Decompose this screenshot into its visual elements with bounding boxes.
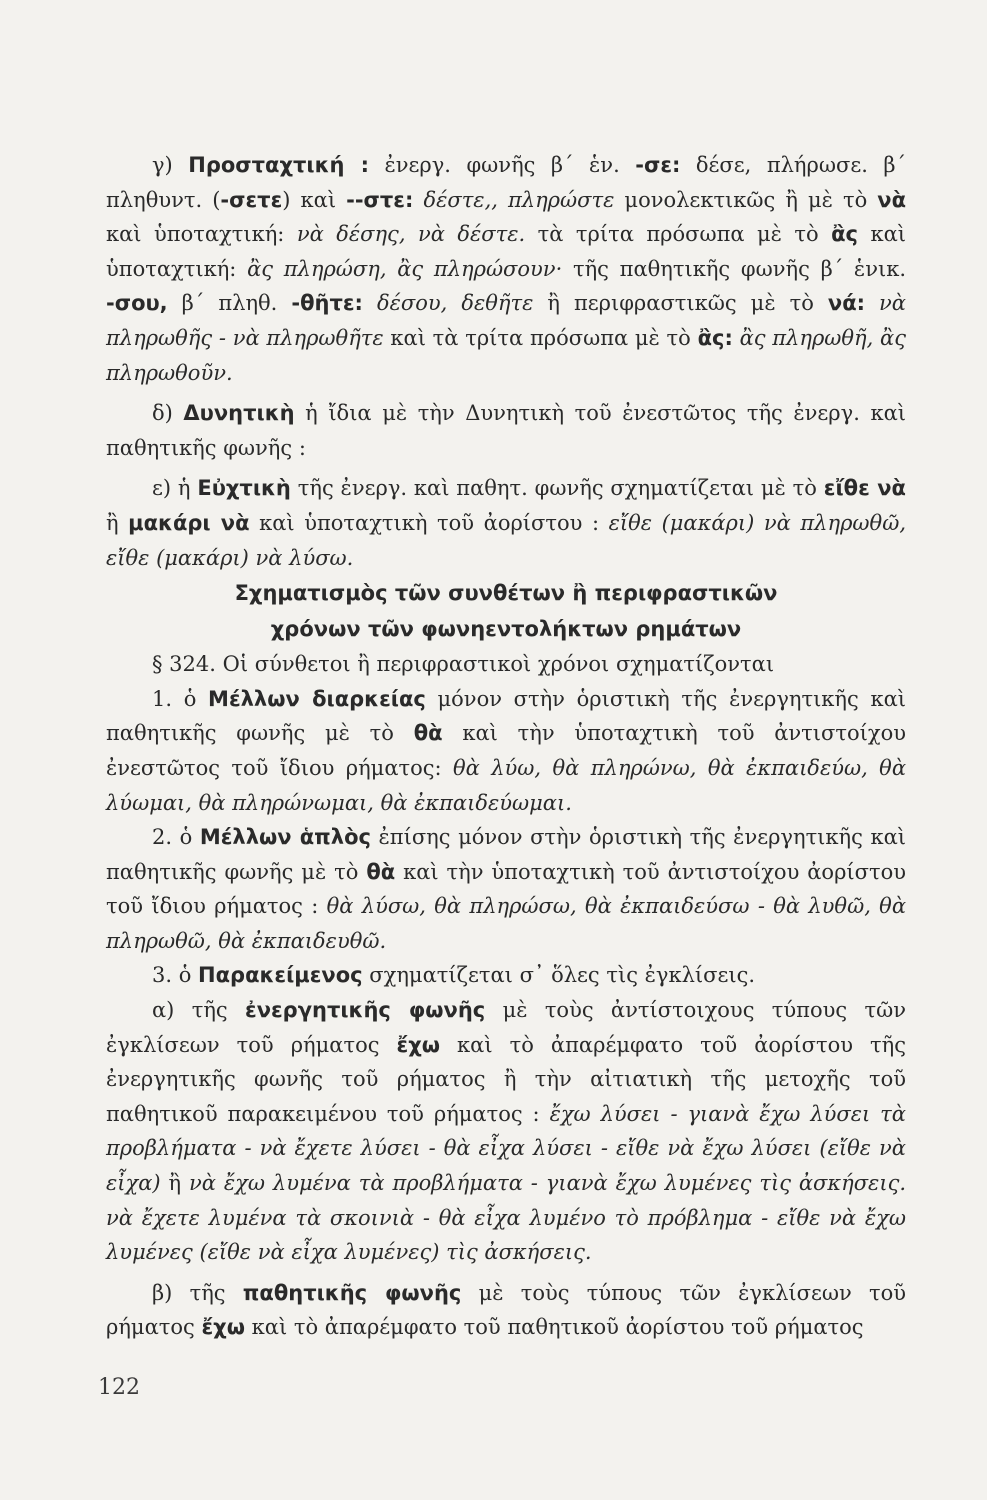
text-run: ἢ περιφραστικῶς μὲ τὸ bbox=[533, 291, 828, 316]
text-run: 3. ὁ bbox=[152, 963, 199, 988]
text-run: νὰ ἔχω λυμένα τὰ προβλήματα - γιανὰ ἔχω λυμένες τὶς ἀσκήσεις. νὰ ἔχετε λυμένα τὰ σκοινιὰ - θὰ εἶχα λυμένο τὸ πρόβλημα - εἴθε νὰ ἔχω λυμένες (εἴθε νὰ εἶχα λυμένες) τὶς ἀσκήσεις. bbox=[106, 1171, 906, 1265]
text-run: ἐνεργητικῆς φωνῆς bbox=[245, 998, 486, 1023]
text-run: ἐπίσης μόνον στὴν ὁριστικὴ τῆς ἐνεργητικῆς καὶ παθητικῆς φωνῆς μὲ τὸ bbox=[106, 825, 906, 884]
text-run: ἔχω λύσει - γιανὰ ἔχω λύσει τὰ προβλήματα - νὰ ἔχετε λύσει - θὰ εἶχα λύσει - εἴθε νὰ ἔχω λύσει (εἴθε νὰ εἶχα) bbox=[106, 1101, 906, 1196]
text-run: γ) bbox=[152, 153, 189, 177]
paragraph-imperative bbox=[106, 148, 906, 390]
text-run: δέστε,, πληρώστε bbox=[413, 187, 615, 212]
text-run: μόνον στὴν ὁριστικὴ τῆς ἐνεργητικῆς καὶ παθητικῆς φωνῆς μὲ τὸ bbox=[106, 686, 906, 746]
text-run: ἡ ἴδια μὲ τὴν Δυνητικὴ τοῦ ἐνεστῶτος τῆς ἐνεργ. καὶ παθητικῆς φωνῆς : bbox=[106, 401, 906, 460]
text-run: παθητικῆς φωνῆς bbox=[242, 1280, 462, 1305]
text-run: τὰ τρίτα πρόσωπα μὲ τὸ bbox=[525, 222, 832, 247]
text-run: μονολεκτικῶς ἢ μὲ τὸ bbox=[614, 187, 878, 212]
text-run: καὶ ὑποταχτικὴ τοῦ ἀορίστου : bbox=[249, 510, 609, 535]
text-run: θὰ λύσω, θὰ πληρώσω, θὰ ἐκπαιδεύσω - θὰ λυθῶ, θὰ πληρωθῶ, θὰ ἐκπαιδευθῶ. bbox=[106, 894, 906, 953]
body-text bbox=[106, 148, 906, 1345]
text-run: δέσου, δεθῆτε bbox=[362, 291, 534, 316]
text-run: § 324. Οἱ σύνθετοι ἢ περιφραστικοὶ χρόνοι σχηματίζονται bbox=[152, 652, 775, 677]
text-run: δέσε, πλήρωσε. β΄ πληθυντ. ( bbox=[106, 153, 907, 212]
section-heading-line-1: Σχηματισμὸς τῶν συνθέτων ἢ περιφραστικῶν bbox=[234, 581, 778, 606]
text-run: Μέλλων ἁπλὸς bbox=[199, 825, 371, 850]
text-run: ἂς bbox=[831, 222, 858, 247]
paragraph-section-324 bbox=[106, 647, 906, 682]
text-run: νὰ δέσης, νὰ δέστε. bbox=[296, 222, 526, 247]
text-run: Προσταχτική : bbox=[188, 153, 369, 177]
text-run: τῆς ἐνεργ. καὶ παθητ. φωνῆς σχηματίζεται μὲ τὸ bbox=[290, 476, 824, 501]
section-heading-line-2: χρόνων τῶν φωνηεντολήκτων ρημάτων bbox=[270, 617, 742, 642]
text-run: μὲ τοὺς τύπους τῶν ἐγκλίσεων τοῦ ρήματος bbox=[106, 1280, 906, 1340]
text-run: 1. ὁ bbox=[152, 686, 209, 711]
paragraph-potential bbox=[106, 396, 906, 465]
text-run: --στε: bbox=[346, 187, 414, 212]
text-run: θὰ bbox=[366, 859, 396, 884]
text-run: θὰ λύω, θὰ πληρώνω, θὰ ἐκπαιδεύω, θὰ λύωμαι, θὰ πληρώνωμαι, θὰ ἐκπαιδεύωμαι. bbox=[106, 755, 906, 815]
text-run: καὶ τὸ ἀπαρέμφατο τοῦ παθητικοῦ ἀορίστου τοῦ ρήματος bbox=[244, 1315, 864, 1340]
text-run: σχηματίζεται σ᾽ ὅλες τὶς ἐγκλίσεις. bbox=[362, 963, 756, 988]
text-run: β) τῆς bbox=[152, 1280, 243, 1305]
text-run: καὶ ὑποταχτική: bbox=[106, 222, 906, 281]
text-run: α) τῆς bbox=[152, 998, 245, 1023]
text-run: ἂς πληρώση, ἂς πληρώσουν· bbox=[247, 256, 563, 281]
text-run: θὰ bbox=[413, 721, 443, 746]
text-run: τῆς παθητικῆς φωνῆς β΄ ἑνικ. bbox=[562, 256, 906, 281]
paragraph-optative bbox=[106, 471, 906, 575]
text-run: Παρακείμενος bbox=[198, 963, 363, 988]
text-run: 2. ὁ bbox=[152, 825, 200, 850]
text-run: καὶ τὰ τρίτα πρόσωπα μὲ τὸ bbox=[383, 325, 698, 350]
text-run: καὶ ὑποταχτική: bbox=[106, 222, 297, 247]
text-run: -σου, bbox=[106, 291, 168, 316]
text-run: Εὐχτικὴ bbox=[197, 476, 291, 501]
text-run: -σε: bbox=[635, 153, 681, 177]
text-run: καὶ τὴν ὑποταχτικὴ τοῦ ἀντιστοίχου ἐνεστῶτος τοῦ ἴδιου ρήματος: bbox=[106, 721, 907, 780]
text-run: -σετε bbox=[220, 187, 283, 212]
text-run: ε) ἡ bbox=[152, 476, 198, 501]
text-run: καὶ τὴν ὑποταχτικὴ τοῦ ἀντιστοίχου ἀορίστου τοῦ ἴδιου ρήματος : bbox=[106, 859, 907, 919]
text-run: καὶ τὸ ἀπαρέμφατο τοῦ ἀορίστου τῆς ἐνεργητικῆς φωνῆς τοῦ ρήματος ἢ τὴν αἰτιατικὴ τῆς μετοχῆς τοῦ παθητικοῦ παρακειμένου τοῦ ρήματος : bbox=[106, 1032, 906, 1126]
paragraph-future-continuous bbox=[106, 682, 906, 820]
text-run: μὲ τοὺς ἀντίστοιχους τύπους τῶν ἐγκλίσεων τοῦ ρήματος bbox=[106, 998, 906, 1057]
text-run: μακάρι νὰ bbox=[128, 510, 250, 535]
text-run: β΄ πληθ. bbox=[167, 291, 292, 316]
text-run: Μέλλων διαρκείας bbox=[208, 686, 426, 711]
text-run: νὰ bbox=[877, 187, 906, 212]
text-run: ἔχω bbox=[201, 1315, 245, 1340]
paragraph-perfect bbox=[106, 958, 906, 993]
text-run: δ) bbox=[152, 401, 184, 426]
text-run: ἐνεργ. φωνῆς β΄ ἑν. bbox=[369, 153, 636, 177]
paragraph-future-simple bbox=[106, 820, 906, 958]
text-run: ἢ bbox=[106, 510, 129, 535]
text-run: νά: bbox=[827, 291, 866, 316]
text-run: ἢ bbox=[160, 1171, 190, 1196]
text-run: νὰ πληρωθῆς - νὰ πληρωθῆτε bbox=[106, 291, 906, 350]
text-run: εἴθε (μακάρι) νὰ πληρωθῶ, εἴθε (μακάρι) νὰ λύσω. bbox=[106, 510, 906, 570]
text-run: εἴθε νὰ bbox=[823, 476, 906, 501]
text-run: ) καὶ bbox=[282, 187, 347, 212]
text-run: ἔχω bbox=[396, 1032, 441, 1057]
text-run: ἂς: bbox=[697, 325, 733, 350]
text-run: Δυνητικὴ bbox=[183, 401, 295, 426]
text-run: ἂς πληρωθῆ, ἂς πληρωθοῦν. bbox=[106, 325, 906, 385]
paragraph-active-voice bbox=[106, 993, 906, 1270]
text-run: -θῆτε: bbox=[291, 291, 363, 316]
page-number: 122 bbox=[98, 1375, 140, 1400]
paragraph-passive-voice bbox=[106, 1276, 906, 1345]
